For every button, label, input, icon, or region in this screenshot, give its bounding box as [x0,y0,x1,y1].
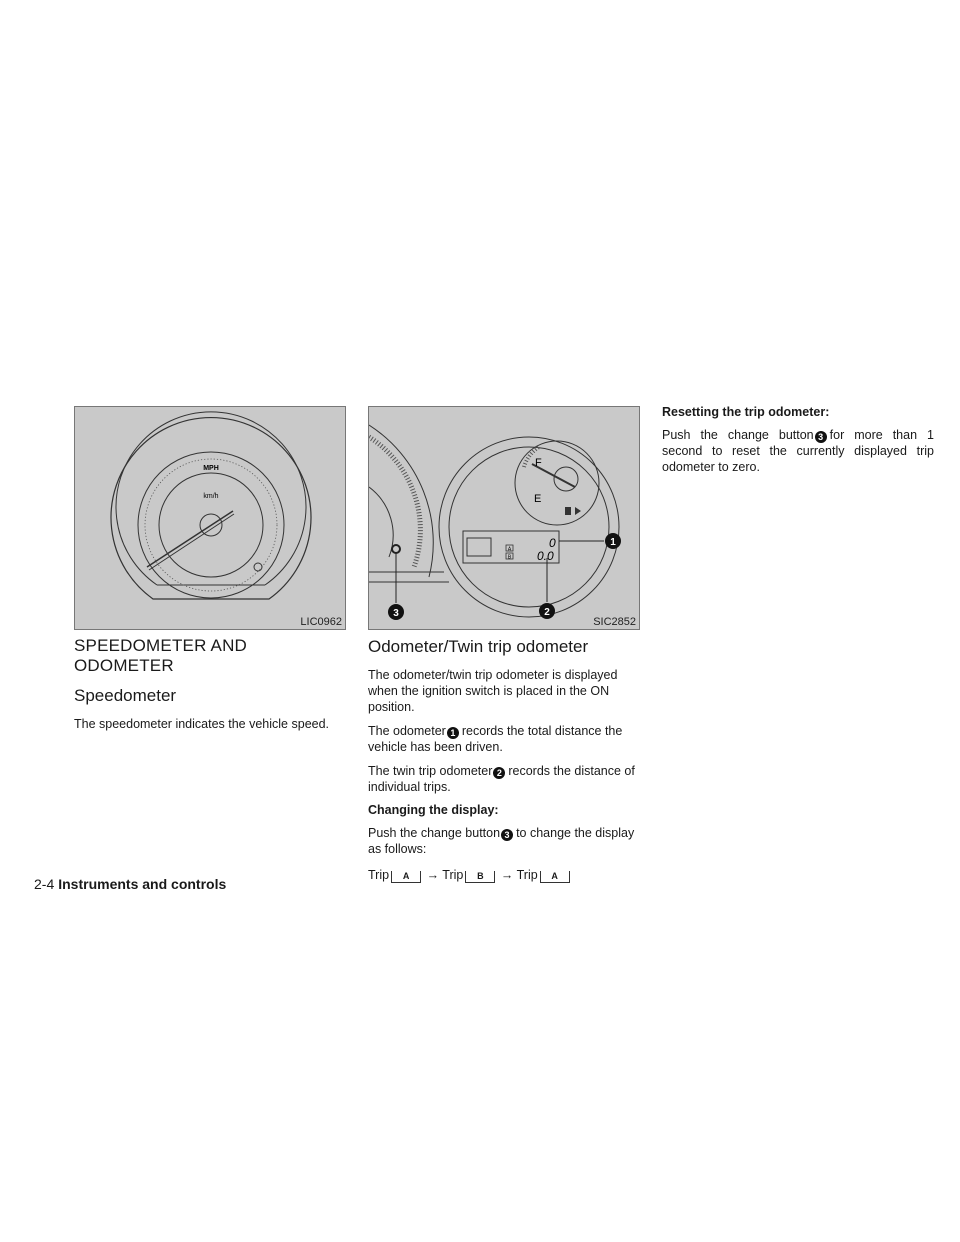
reset-body: Push the change button 3 for more than 1 second to reset the currently displayed trip odometer to zero. [662,428,934,474]
callout-3-ref: 3 [501,829,513,841]
subtitle-odometer: Odometer/Twin trip odometer [368,637,589,656]
callout-2: 2 [544,607,550,618]
callout-3: 3 [393,608,399,619]
display-upper: 0 [549,536,556,550]
trip-a-box: A [391,871,421,883]
odometer-para1: The odometer/twin trip odometer is displayed when the ignition switch is placed in the ON position. [368,668,618,714]
section-title: SPEEDOMETER AND ODOMETER [74,636,248,675]
fuel-full-mark: F [535,457,542,469]
fuel-empty-mark: E [534,493,542,505]
callout-2-ref: 2 [493,767,505,779]
speedometer-figure [74,406,346,630]
trip-a-indicator: A [507,546,512,553]
display-lower: 0.0 [537,549,554,563]
page-number: 2-4 [34,876,55,892]
dial-lower-text: km/h [203,493,219,500]
changing-heading: Changing the display: [368,803,499,817]
odometer-para2: The odometer 1 records the total distance the vehicle has been driven. [368,724,623,754]
figure-label: SIC2852 [593,616,636,628]
callout-1-ref: 1 [447,727,459,739]
callout-3-ref: 3 [815,431,827,443]
reset-heading: Resetting the trip odometer: [662,405,830,419]
odometer-figure [368,406,640,630]
speedometer-body: The speedometer indicates the vehicle speed. [74,717,330,731]
odometer-para3: The twin trip odometer 2 records the distance of individual trips. [368,764,635,794]
odometer-illustration [369,407,639,629]
section-name: Instruments and controls [58,876,227,892]
dial-upper-text: MPH [203,465,219,472]
figure-label: LIC0962 [300,616,342,628]
right-column [662,405,934,475]
odometer-para4: Push the change button 3 to change the display as follows: [368,826,635,856]
page-footer [34,876,226,892]
trip-sequence: Trip A → Trip B → Trip A [368,867,640,883]
middle-column [368,637,640,883]
trip-b-box: B [465,871,495,883]
trip-b-indicator: B [507,554,512,561]
left-column [74,636,346,732]
trip-a-box: A [540,871,570,883]
speedometer-illustration [75,407,345,629]
subtitle-speedometer: Speedometer [74,686,177,705]
callout-1: 1 [610,537,616,548]
